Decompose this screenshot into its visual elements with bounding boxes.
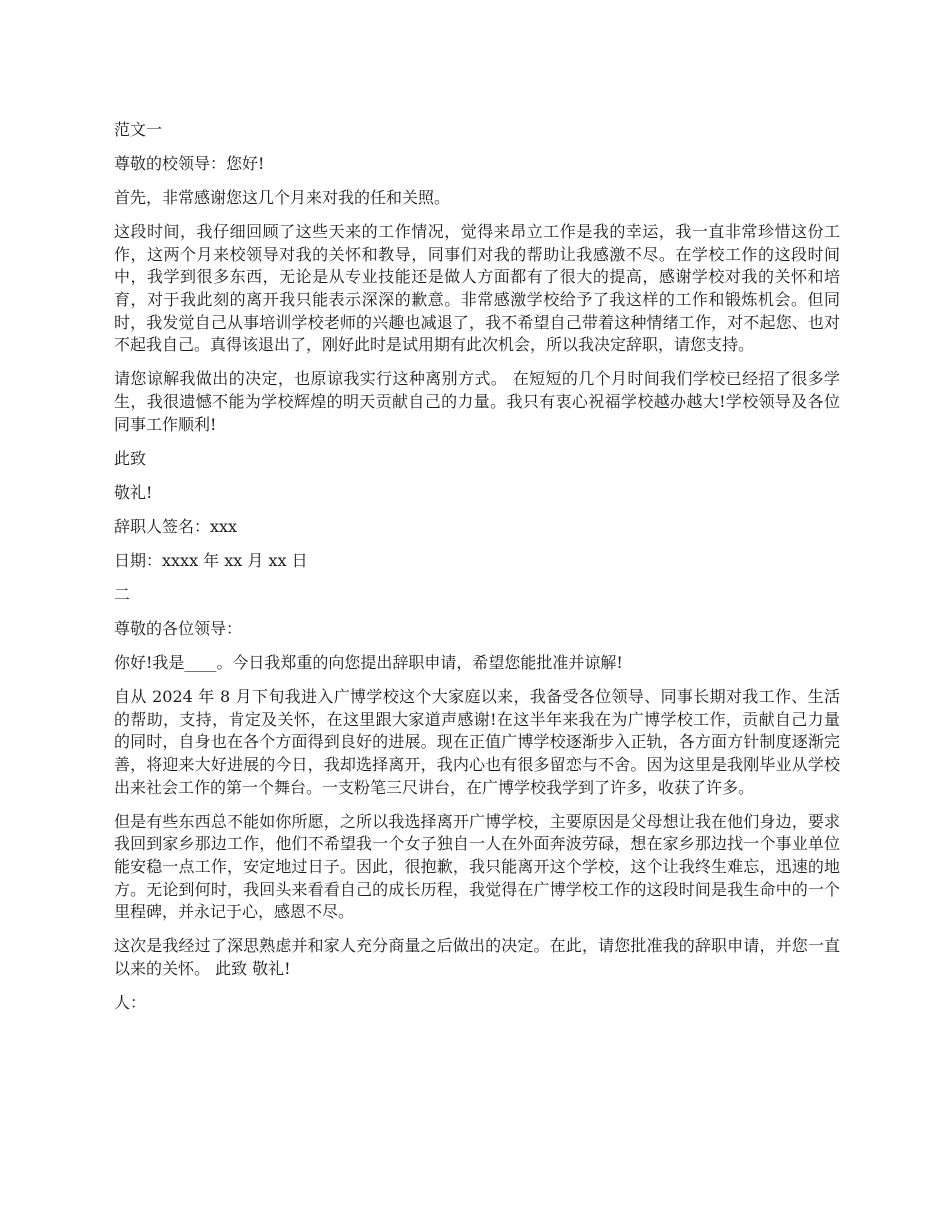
closing-1: 此致 (114, 448, 147, 468)
date-line: 日期：xxxx 年 xx 月 xx 日 (114, 550, 308, 570)
heading-sample-two: 二 (114, 585, 131, 604)
salutation-2: 尊敬的各位领导： (114, 619, 243, 639)
signature-line: 辞职人签名：xxx (114, 516, 238, 536)
intro-paragraph-1: 首先，非常感谢您这几个月来对我的任和关照。 (114, 188, 451, 208)
body-paragraph-2: 请您谅解我做出的决定，也原谅我实行这种离别方式。 在短短的几个月时间我们学校已经招了很多学生，我很遗憾不能为学校辉煌的明天贡献自己的力量。我只有衷心祝福学校越办越大!学校领导及各位同事工作顺利! (114, 369, 840, 434)
intro-paragraph-2: 你好!我是____。今日我郑重的向您提出辞职申请，希望您能批准并谅解! (114, 653, 623, 673)
body-paragraph-1: 这段时间，我仔细回顾了这些天来的工作情况，觉得来昂立工作是我的幸运，我一直非常珍惜这份工作，这两个月来校领导对我的关怀和教导，同事们对我的帮助让我感激不尽。在学校工作的这段时间中，我学到很多东西，无论是从专业技能还是做人方面都有了很大的提高，感谢学校对我的关怀和培育，对于我此刻的离开我只能表示深深的歉意。非常感激学校给予了我这样的工作和锻炼机会。但同时，我发觉自己从事培训学校老师的兴趣也减退了，我不希望自己带着这种情绪工作，对不起您、也对不起我自己。真得该退出了，刚好此时是试用期有此次机会，所以我决定辞职，请您支持。 (114, 222, 840, 355)
heading-sample-one: 范文一 (114, 120, 163, 139)
body-paragraph-3: 自从 2024 年 8 月下旬我进入广博学校这个大家庭以来，我备受各位领导、同事长期对我工作、生活的帮助，支持，肯定及关怀，在这里跟大家道声感谢!在这半年来我在为广博学校工作，贡献自己力量的同时，自身也在各个方面得到良好的进展。现在正值广博学校逐渐步入正轨，各方面方针制度逐渐完善，将迎来大好进展的今日，我却选择离开，我内心也有很多留恋与不舍。因为这里是我刚毕业从学校出来社会工作的第一个舞台。一支粉笔三尺讲台，在广博学校我学到了许多，收获了许多。 (114, 687, 840, 797)
signer-line: 人： (114, 992, 147, 1012)
salutation-1: 尊敬的校领导：您好! (114, 154, 265, 174)
document-page (114, 119, 840, 1026)
body-paragraph-5: 这次是我经过了深思熟虑并和家人充分商量之后做出的决定。在此，请您批准我的辞职申请，并您一直以来的关怀。 此致 敬礼! (114, 936, 840, 978)
regards-1: 敬礼! (114, 482, 153, 502)
body-paragraph-4: 但是有些东西总不能如你所愿，之所以我选择离开广博学校，主要原因是父母想让我在他们身边，要求我回到家乡那边工作，他们不希望我一个女子独自一人在外面奔波劳碌，想在家乡那边找一个事业单位能安稳一点工作，安定地过日子。因此，很抱歉，我只能离开这个学校，这个让我终生难忘，迅速的地方。无论到何时，我回头来看看自己的成长历程，我觉得在广博学校工作的这段时间是我生命中的一个里程碑，并永记于心，感恩不尽。 (114, 811, 840, 922)
